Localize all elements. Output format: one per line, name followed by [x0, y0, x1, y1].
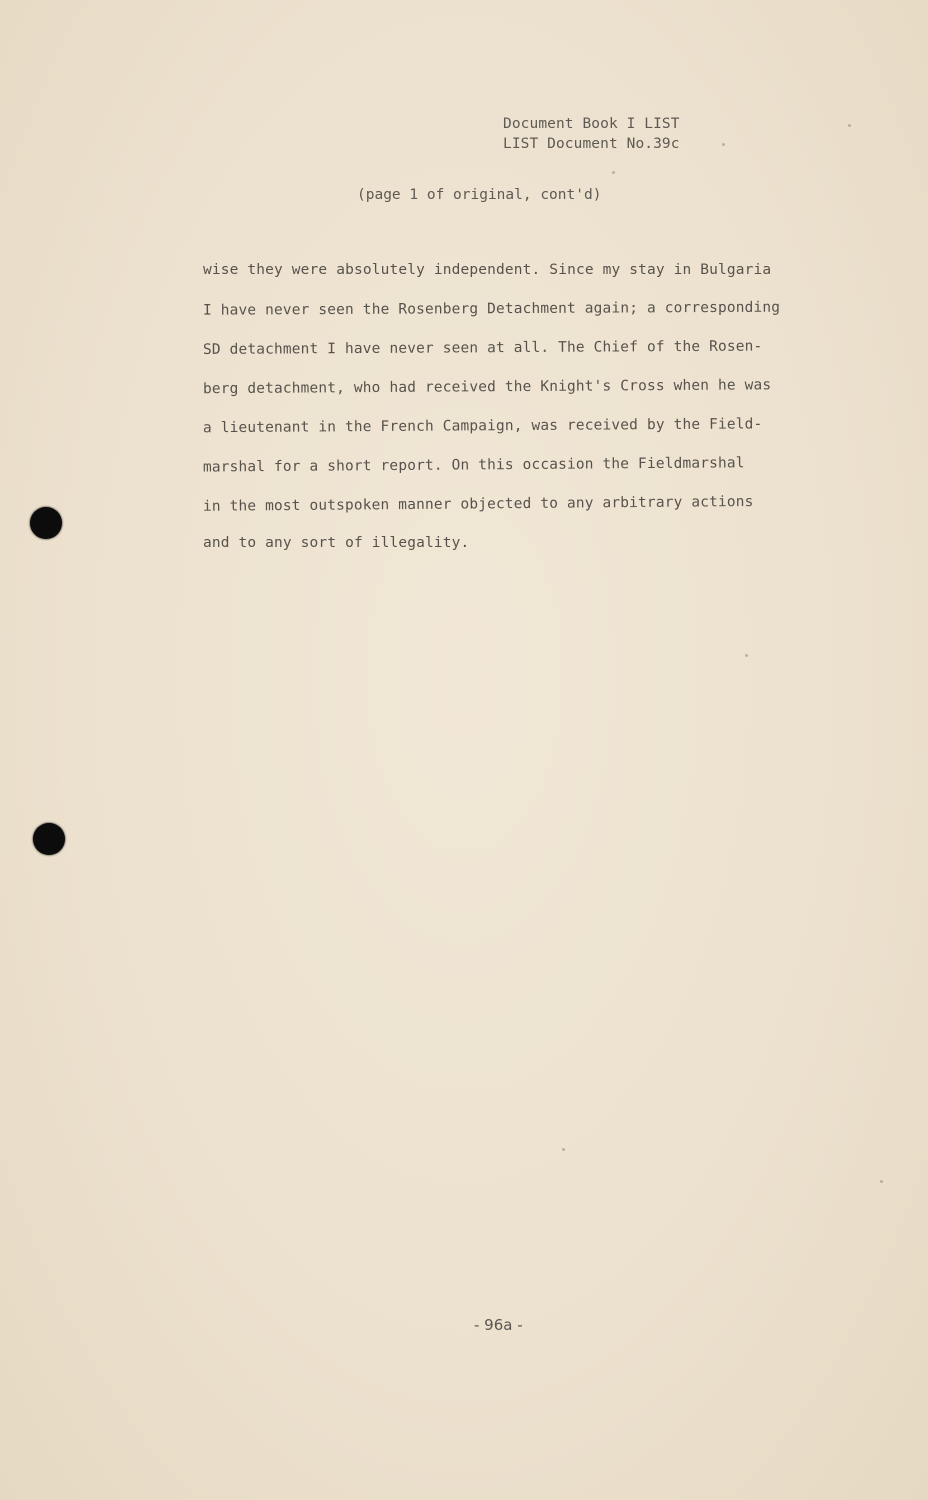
body-text — [203, 260, 843, 572]
paper-speck — [745, 654, 748, 657]
body-line: wise they were absolutely independent. Since my stay in Bulgaria — [203, 262, 772, 278]
punch-hole-top — [30, 507, 62, 539]
body-line: a lieutenant in the French Campaign, was received by the Field- — [202, 416, 763, 437]
body-line: in the most outspoken manner objected to any arbitrary actions — [202, 493, 754, 515]
paper-speck — [722, 143, 725, 146]
body-line: and to any sort of illegality. — [203, 535, 470, 551]
document-book-reference: Document Book I LIST — [503, 116, 680, 132]
paper-speck — [880, 1180, 883, 1183]
body-line: marshal for a short report. On this occasion the Fieldmarshal — [202, 455, 745, 476]
document-reference-header — [503, 114, 680, 154]
body-line: I have never seen the Rosenberg Detachment again; a corresponding — [202, 299, 781, 319]
body-line: SD detachment I have never seen at all. The Chief of the Rosen- — [202, 338, 763, 358]
paper-speck — [562, 1148, 565, 1151]
document-number-reference: LIST Document No.39c — [503, 136, 680, 152]
paper-speck — [612, 171, 615, 174]
punch-hole-bottom — [33, 823, 65, 855]
page-subheading: (page 1 of original, cont'd) — [357, 187, 602, 203]
page-number: - 96a - — [474, 1316, 523, 1334]
paper-speck — [848, 124, 851, 127]
body-line: berg detachment, who had received the Knight's Cross when he was — [202, 377, 772, 398]
